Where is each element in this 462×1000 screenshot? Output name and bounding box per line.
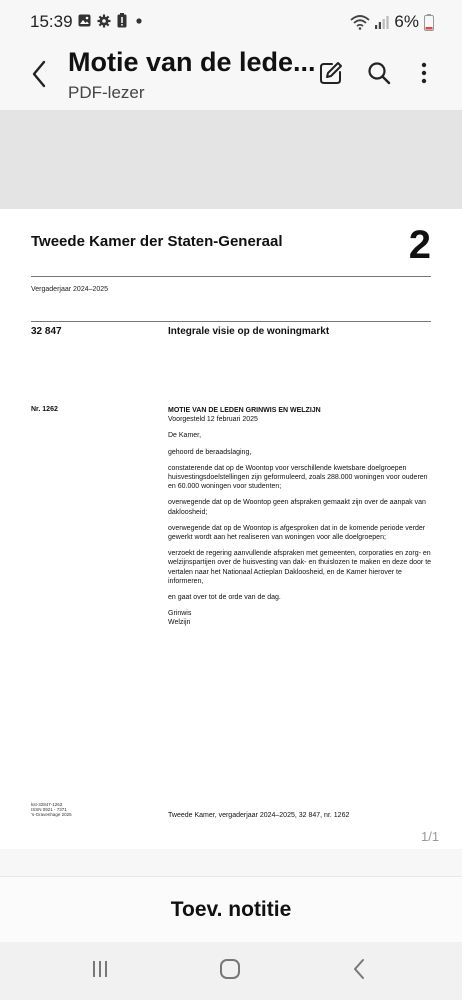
home-icon bbox=[219, 958, 241, 985]
signatory: Grinwis bbox=[168, 610, 192, 618]
more-vertical-icon bbox=[413, 73, 435, 90]
search-button[interactable] bbox=[366, 60, 394, 88]
divider bbox=[31, 321, 431, 322]
dossier-number: 32 847 bbox=[31, 326, 62, 337]
document-number: 2 bbox=[408, 223, 431, 267]
pdf-page[interactable] bbox=[0, 209, 462, 849]
dot-icon bbox=[133, 15, 145, 27]
nav-back-button[interactable] bbox=[346, 960, 372, 982]
status-right bbox=[350, 12, 434, 32]
paragraph: overwegende dat op de Woontop is afgesproken dat in de komende periode verder gewerkt wordt aan het realiseren van woningen voor alle doelgroepen; bbox=[168, 524, 426, 542]
more-options-button[interactable] bbox=[413, 60, 435, 88]
heard-line: gehoord de beraadslaging, bbox=[168, 448, 252, 456]
back-arrow-icon bbox=[31, 60, 47, 93]
app-bar bbox=[0, 44, 462, 110]
navigation-bar bbox=[0, 942, 462, 1000]
recent-apps-icon bbox=[90, 959, 110, 984]
small-print-line: ISSN 0921 - 7371 bbox=[31, 807, 67, 812]
gear-icon bbox=[97, 14, 111, 28]
status-time: 15:39 bbox=[30, 12, 73, 31]
dossier-title: Integrale visie op de woningmarkt bbox=[168, 326, 330, 337]
small-print-line: kst-32847-1262 bbox=[31, 802, 63, 807]
battery-percent: 6% bbox=[394, 12, 419, 31]
home-button[interactable] bbox=[217, 960, 243, 982]
app-subtitle: PDF-lezer bbox=[68, 83, 145, 102]
gallery-icon bbox=[78, 14, 91, 27]
page-indicator: 1/1 bbox=[421, 829, 440, 844]
back-button[interactable] bbox=[24, 58, 54, 94]
back-icon bbox=[352, 958, 366, 985]
document-footer: Tweede Kamer, vergaderjaar 2024–2025, 32 847, nr. 1262 bbox=[168, 812, 350, 819]
signatory: Welzijn bbox=[168, 619, 191, 627]
paragraph: constaterende dat op de Woontop voor verschillende kwetsbare doelgroepen huisvestingsdoelstellingen zijn geformuleerd, zoals 288.000 woningen voor ouderen en 60.000 woningen voor studenten; bbox=[168, 464, 428, 491]
closing-line: en gaat over tot de orde van de dag. bbox=[168, 594, 281, 602]
paragraph: verzoekt de regering aanvullende afspraken met gemeenten, corporaties en zorg- en welzijnspartijen over de huisvesting van dak- en thuislozen te maken en deze door te vertalen naar het Nationaal Actieplan Dakloosheid, en de Kamer hierover te informeren, bbox=[168, 550, 432, 585]
motion-title: MOTIE VAN DE LEDEN GRINWIS EN WELZIJN bbox=[168, 407, 321, 414]
document-org: Tweede Kamer der Staten-Generaal bbox=[31, 233, 283, 250]
salutation: De Kamer, bbox=[168, 432, 202, 440]
wifi-icon bbox=[350, 14, 370, 30]
proposed-date: Voorgesteld 12 februari 2025 bbox=[168, 416, 258, 424]
recent-apps-button[interactable] bbox=[87, 960, 113, 982]
signal-icon bbox=[375, 15, 389, 29]
document-small-print bbox=[31, 802, 72, 817]
divider bbox=[31, 276, 431, 277]
document-nr: Nr. 1262 bbox=[31, 406, 58, 413]
search-icon bbox=[366, 73, 392, 90]
small-print-line: 's-Gravenhage 2025 bbox=[31, 812, 72, 817]
battery-icon bbox=[424, 14, 434, 31]
document-body bbox=[168, 406, 433, 628]
document-title: Motie van de lede... bbox=[68, 47, 316, 77]
status-bar bbox=[0, 0, 462, 44]
paragraph: overwegende dat op de Woontop geen afspraken gemaakt zijn over de aanpak van dakloosheid; bbox=[168, 499, 426, 516]
edit-icon bbox=[318, 73, 344, 90]
bottom-bar bbox=[0, 876, 462, 942]
add-note-button[interactable]: Toev. notitie bbox=[170, 897, 292, 921]
battery-saver-icon bbox=[117, 13, 127, 28]
notification-icons bbox=[78, 13, 145, 28]
session-year: Vergaderjaar 2024–2025 bbox=[31, 286, 109, 293]
edit-button[interactable] bbox=[318, 60, 346, 88]
